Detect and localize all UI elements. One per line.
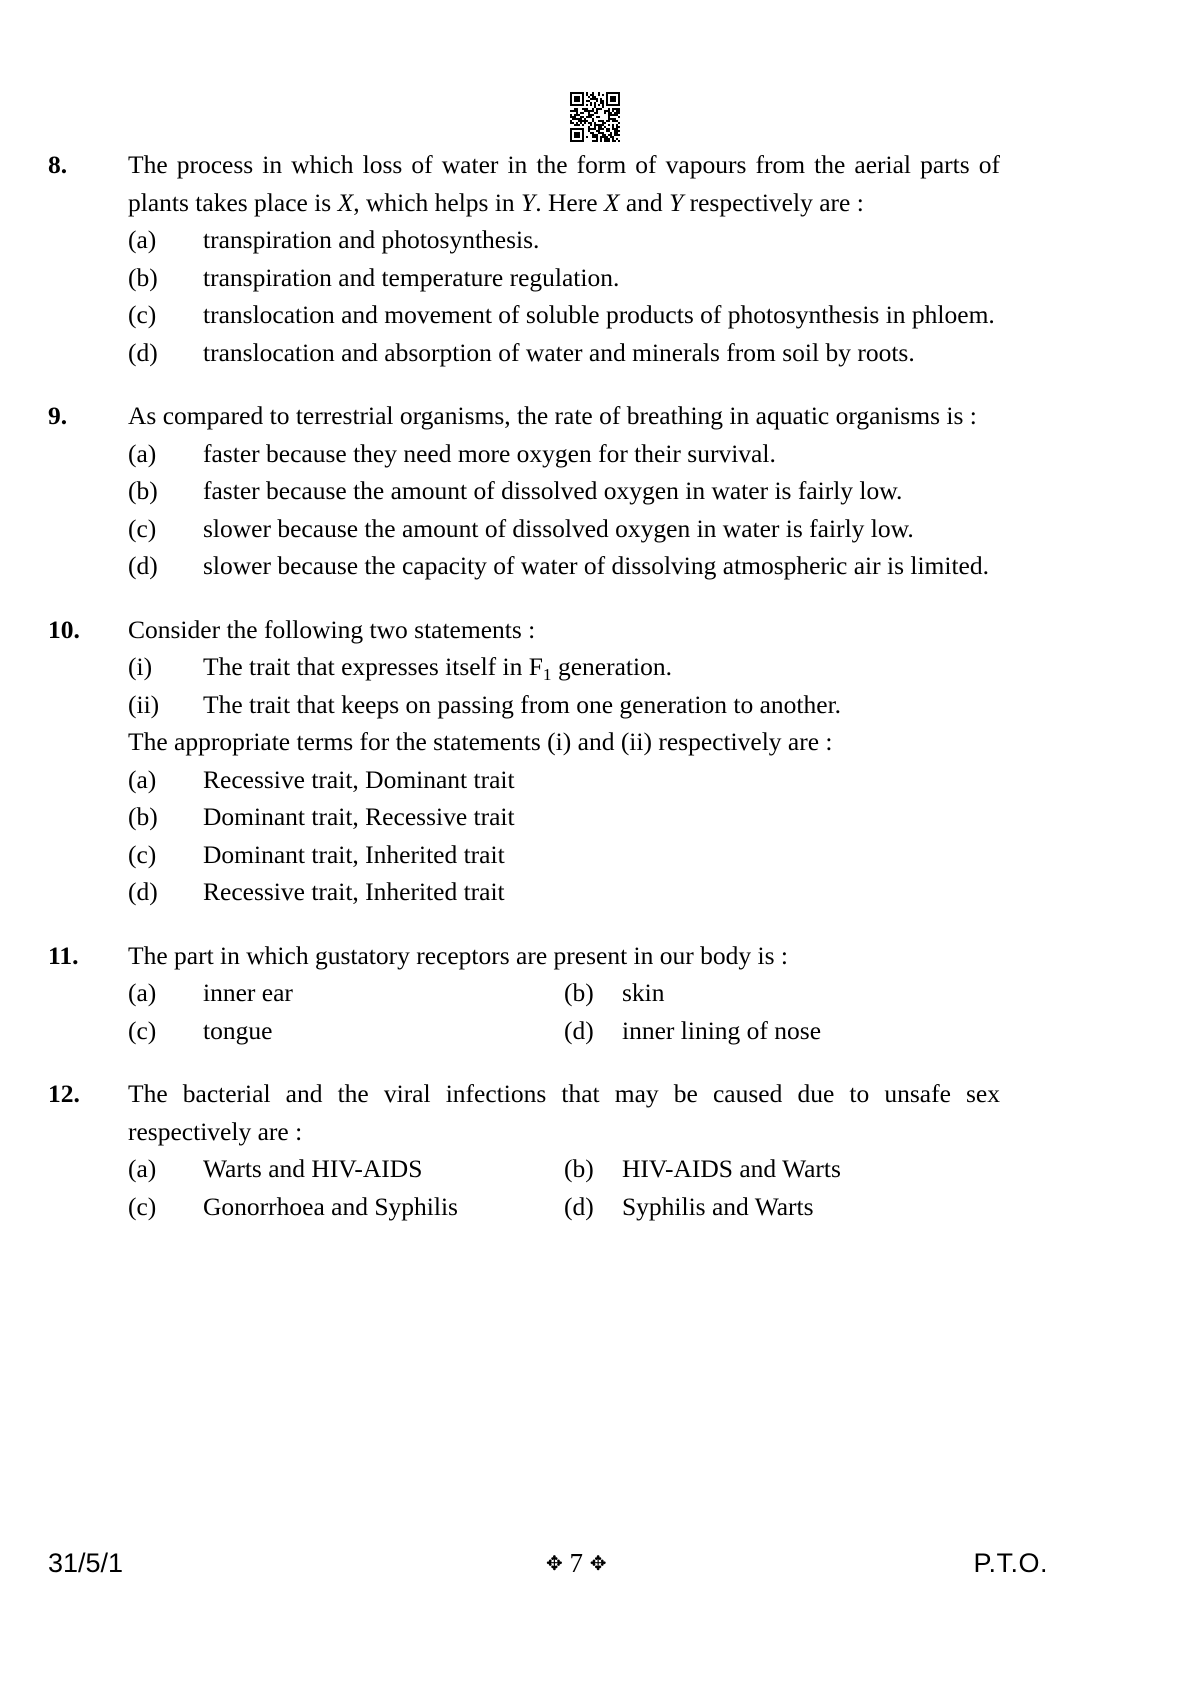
option-text: transpiration and temperature regulation. (203, 262, 620, 292)
stem-text: . Here (535, 187, 604, 217)
option-text: Recessive trait, Inherited trait (203, 877, 505, 906)
question-number: 8. (48, 150, 68, 179)
option-text: Warts and HIV-AIDS (203, 1154, 423, 1183)
option-text: skin (622, 978, 665, 1007)
question-body (128, 937, 1000, 1050)
question-body (128, 146, 1000, 371)
option-item[interactable] (128, 974, 564, 1012)
option-label: (a) (128, 1154, 157, 1183)
question-number: 12. (48, 1079, 80, 1108)
question-stem-row (48, 397, 1000, 585)
option-item[interactable] (128, 221, 1000, 259)
question-stem: As compared to terrestrial organisms, the rate of breathing in aquatic organisms is : (128, 401, 977, 430)
option-label: (b) (128, 802, 158, 831)
question-lead-line: The appropriate terms for the statements (i) and (ii) respectively are : (128, 727, 833, 756)
option-text: tongue (203, 1015, 273, 1045)
option-item[interactable] (128, 1150, 564, 1188)
option-item[interactable] (128, 510, 1000, 548)
question-stem: The bacterial and the viral infections that may be caused due to unsafe sex respectively are : (128, 1079, 1000, 1146)
stem-variable: X (337, 187, 354, 217)
qr-code-container (0, 92, 1190, 147)
stem-text: respectively are : (683, 187, 864, 217)
question-body (128, 397, 1000, 585)
question-block (48, 1075, 1000, 1225)
question-stem: The part in which gustatory receptors are present in our body is : (128, 940, 788, 970)
question-number: 9. (48, 401, 68, 430)
option-label: (a) (128, 764, 157, 794)
question-stem-row (48, 1075, 1000, 1225)
star-left-icon: ✥ (546, 1553, 563, 1575)
question-stem: Consider the following two statements : (128, 614, 536, 644)
option-item[interactable] (128, 873, 1000, 911)
option-label: (a) (128, 978, 157, 1007)
star-right-icon: ✥ (589, 1553, 607, 1575)
option-item[interactable] (128, 1012, 564, 1050)
option-label: (c) (128, 513, 157, 543)
question-stem (128, 146, 1000, 221)
option-label: (d) (128, 877, 158, 906)
statement-text: The trait that keeps on passing from one generation to another. (203, 689, 842, 719)
options-grid (128, 974, 1000, 1049)
statement-label: (i) (128, 652, 153, 681)
option-text: translocation and absorption of water and minerals from soil by roots. (203, 337, 915, 367)
option-item[interactable] (128, 472, 1000, 510)
option-item[interactable] (128, 334, 1000, 372)
stem-variable: Y (669, 187, 684, 217)
stem-text: , which helps in (353, 187, 522, 217)
option-text: slower because the capacity of water of dissolving atmospheric air is limited. (203, 551, 990, 580)
option-item[interactable] (564, 1150, 1000, 1188)
option-item[interactable] (564, 974, 1000, 1012)
qr-code (570, 92, 620, 142)
option-text: transpiration and photosynthesis. (203, 225, 540, 254)
option-label: (c) (128, 1015, 157, 1045)
option-label: (d) (128, 337, 158, 367)
stem-variable: X (603, 187, 620, 217)
option-text: Recessive trait, Dominant trait (203, 764, 515, 794)
option-item[interactable] (128, 547, 1000, 585)
stem-variable: Y (521, 187, 536, 217)
option-label: (a) (128, 225, 157, 254)
option-item[interactable] (128, 435, 1000, 473)
paper-code: 31/5/1 (48, 1548, 124, 1578)
question-block (48, 397, 1000, 585)
option-text: faster because the amount of dissolved oxygen in water is fairly low. (203, 476, 903, 505)
option-text: inner ear (203, 978, 293, 1007)
stem-text: The process in which loss of water in the form of vapours from the aerial parts of plants takes place is (128, 150, 1000, 217)
question-stem-row (48, 937, 1000, 1050)
question-body (128, 1075, 1000, 1225)
option-item[interactable] (128, 259, 1000, 297)
question-number: 10. (48, 614, 80, 644)
statement-text: The trait that expresses itself in $F_1$ generation. (203, 652, 672, 684)
statement-label: (ii) (128, 689, 160, 719)
questions-container (48, 146, 1000, 1251)
options-grid (128, 1150, 1000, 1225)
question-number: 11. (48, 940, 79, 970)
option-text: slower because the amount of dissolved oxygen in water is fairly low. (203, 513, 914, 543)
subscript: 1 (542, 664, 552, 684)
option-label: (b) (564, 1154, 594, 1183)
option-label: (c) (128, 300, 157, 329)
option-text: Gonorrhoea and Syphilis (203, 1191, 458, 1221)
option-label: (b) (564, 978, 594, 1007)
option-text: Dominant trait, Inherited trait (203, 839, 505, 869)
option-label: (d) (128, 551, 158, 580)
pto-label: P.T.O. (973, 1548, 1048, 1578)
option-text: Dominant trait, Recessive trait (203, 802, 515, 831)
page-number: 7 (569, 1548, 584, 1578)
question-block (48, 146, 1000, 371)
option-item[interactable] (128, 836, 1000, 874)
question-block (48, 611, 1000, 911)
option-text: faster because they need more oxygen for their survival. (203, 438, 776, 468)
option-label: (b) (128, 476, 158, 505)
option-label: (a) (128, 438, 157, 468)
question-stem-row (48, 146, 1000, 371)
question-stem-row (48, 611, 1000, 911)
option-item[interactable] (128, 761, 1000, 799)
option-label: (d) (564, 1191, 594, 1221)
option-label: (c) (128, 1191, 157, 1221)
page-marker (546, 1548, 607, 1579)
option-label: (d) (564, 1015, 594, 1045)
option-text: HIV-AIDS and Warts (622, 1154, 841, 1183)
option-text: Syphilis and Warts (622, 1191, 814, 1221)
option-item[interactable] (564, 1012, 1000, 1050)
option-label: (c) (128, 839, 157, 869)
option-text: translocation and movement of soluble products of photosynthesis in phloem. (203, 300, 995, 329)
option-item[interactable] (128, 296, 1000, 334)
page-footer (48, 1548, 1048, 1579)
statement-row (128, 686, 1000, 724)
stem-text: and (619, 187, 670, 217)
option-text: inner lining of nose (622, 1015, 822, 1045)
option-item[interactable] (128, 798, 1000, 836)
statement-row (128, 648, 1000, 686)
question-body (128, 611, 1000, 911)
option-item[interactable] (564, 1188, 1000, 1226)
question-block (48, 937, 1000, 1050)
option-item[interactable] (128, 1188, 564, 1226)
option-label: (b) (128, 262, 158, 292)
